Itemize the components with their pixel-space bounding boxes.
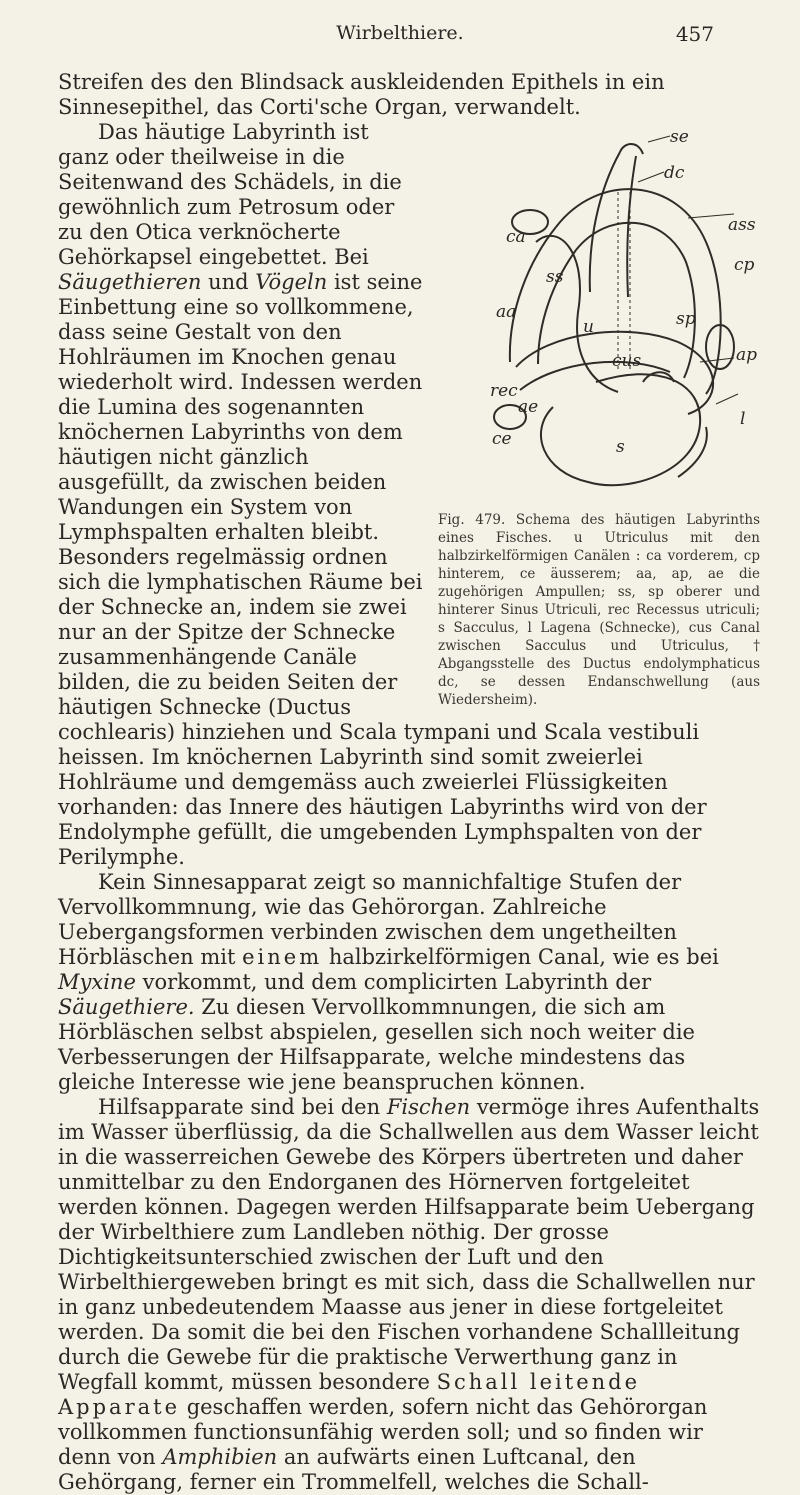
label-cus: cus (612, 351, 642, 371)
paragraph-3: Kein Sinnesapparat zeigt so mannichfaltige Stufen der Vervollkommnung, wie das Gehörorgan. Zahlreiche Uebergangsformen verbinden zwischen dem ungetheilten Hörbläschen mit einem halbzirkelförmigen Canal, wie es bei Myxine vorkommt, und dem complicirten Labyrinth der Säugethiere. Zu diesen Vervollkommnungen, die sich am Hörbläschen selbst abspielen, gesellen sich noch weiter die Verbesserungen der Hilfsapparate, welche mindestens das gleiche Interesse wie jene beanspruchen können. (58, 870, 719, 1094)
labyrinth-diagram (438, 132, 760, 507)
running-title: Wirbelthiere. (336, 22, 464, 44)
label-aa: aa (496, 302, 517, 322)
canal-ca (510, 227, 556, 362)
label-s: s (616, 437, 625, 457)
label-u: u (583, 317, 594, 337)
label-ass: ass (728, 215, 756, 235)
paragraph-4: Hilfsapparate sind bei den Fischen vermöge ihres Aufenthalts im Wasser überflüssig, da die Schallwellen aus dem Wasser leicht in die wasserreichen Gewebe des Körpers übertreten und daher unmittelbar zu den Endorganen des Hörnerven fortgeleitet werden können. Dagegen werden Hilfsapparate beim Uebergang der Wirbelthiere zum Landleben nöthig. Der grosse Dichtigkeitsunterschied zwischen der Luft und den Wirbelthiergeweben bringt es mit sich, dass die Schallwellen nur in ganz unbedeutendem Maasse aus jener in diese fortgeleitet werden. Da somit die bei den Fischen vorhandene Schallleitung durch die Gewebe für die praktische Verwerthung ganz in Wegfall kommt, müssen besondere Schall leitende Apparate geschaffen werden, sofern nicht das Gehörorgan vollkommen functionsunfähig werden soll; und so finden wir denn von Amphibien an aufwärts einen Luftcanal, den Gehörgang, ferner ein Trommelfell, welches die Schall- (58, 1095, 760, 1494)
label-ae: ae (518, 397, 539, 417)
label-cp: cp (734, 255, 755, 275)
label-ap: ap (736, 345, 758, 365)
ductus-endolymphaticus (590, 152, 620, 292)
label-rec: rec (490, 381, 518, 401)
page-body (58, 70, 760, 1495)
figure-479 (438, 132, 760, 709)
paragraph-1: Streifen des den Blindsack auskleidenden Epithels in ein Sinnesepithel, das Corti'sche Organ, verwandelt. (58, 70, 665, 119)
label-ca: ca (506, 227, 526, 247)
page-header (0, 22, 800, 46)
label-se: se (670, 132, 689, 147)
utriculus (536, 236, 618, 392)
sacculus (541, 374, 700, 485)
lagena (678, 427, 707, 477)
label-sp: sp (676, 309, 696, 329)
label-ce: ce (492, 429, 512, 449)
label-l: l (740, 409, 746, 429)
page-number: 457 (675, 22, 714, 46)
figure-caption: Fig. 479. Schema des häutigen Labyrinths eines Fisches. u Utriculus mit den halbzirkelförmigen Canälen : ca vorderem, cp hinterem, ce äusserem; aa, ap, ae die zugehörigen Ampullen; ss, sp oberer und hinterer Sinus Utriculi, rec Recessus utriculi; s Sacculus, l Lagena (Schnecke), cus Canal zwischen Sacculus und Utriculus, † Abgangsstelle des Ductus endolymphaticus dc, se dessen Endanschwellung (aus Wiedersheim). (438, 512, 760, 708)
label-dc: dc (664, 163, 685, 183)
paragraph-2: Das häutige Labyrinth ist ganz oder theilweise in die Seitenwand des Schädels, in die gewöhnlich zum Petrosum oder zu den Otica verknöcherte Gehörkapsel eingebettet. Bei Säugethieren und Vögeln ist seine Einbettung eine so vollkommene, dass seine Gestalt von den Hohlräumen im Knochen genau wiederholt wird. Indessen werden die Lumina des sogenannten knöchernen Labyrinths von dem häutigen nicht gänzlich ausgefüllt, da zwischen beiden Wandungen ein System von Lymphspalten erhalten bleibt. Besonders regelmässig ordnen sich die lymphatischen Räume bei der Schnecke an, indem sie zwei nur an der Spitze der Schnecke zusammenhängende Canäle bilden, die zu beiden Seiten der häutigen Schnecke (Ductus cochlearis) hinziehen und Scala tympani und Scala vestibuli heissen. Im knöchernen Labyrinth sind somit zweierlei Hohlräume und demgemäss auch zweierlei Flüssigkeiten vorhanden: das Innere des häutigen Labyrinths wird von der Endolymphe gefüllt, die umgebenden Lymphspalten von der Perilymphe. (58, 120, 707, 869)
label-ss: ss (546, 267, 564, 287)
canal-ce (516, 332, 713, 414)
